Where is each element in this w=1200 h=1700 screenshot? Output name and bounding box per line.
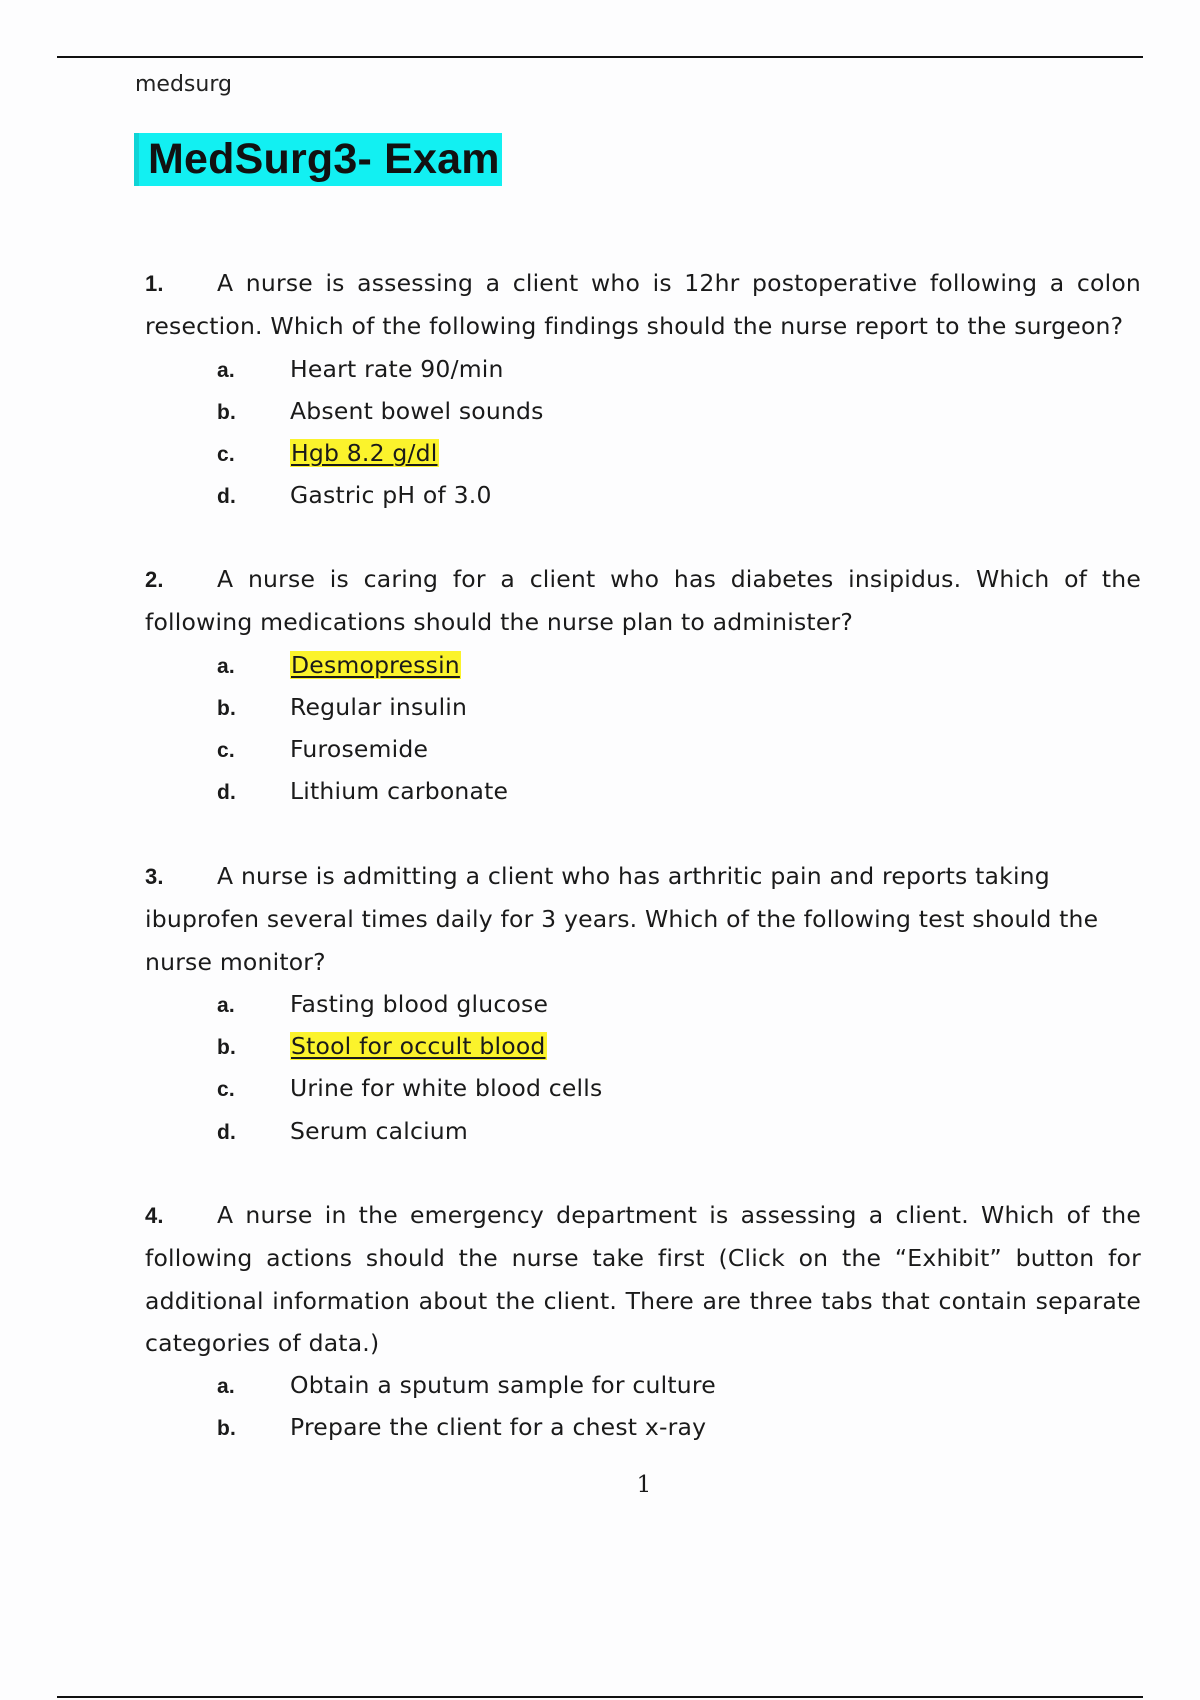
option-list — [145, 983, 1141, 1152]
option-item — [145, 1364, 1141, 1406]
option-list — [145, 348, 1141, 517]
option-item — [145, 474, 1141, 516]
option-item — [145, 686, 1141, 728]
option-letter: c. — [217, 739, 235, 763]
question-text — [145, 1194, 1141, 1364]
correct-answer-highlight: Hgb 8.2 g/dl — [291, 439, 438, 468]
option-letter: a. — [217, 358, 235, 382]
question-stem: A nurse is assessing a client who is 12hr postoperative following a colon resection. Which of the following findings should the nurse report to the surgeon? — [145, 269, 1141, 341]
option-text: Lithium carbonate — [290, 777, 509, 806]
question-number: 2. — [145, 567, 164, 592]
option-text: Obtain a sputum sample for culture — [290, 1371, 716, 1400]
page-title: MedSurg3- Exam — [148, 135, 500, 183]
option-letter: b. — [217, 1036, 237, 1060]
option-text: Heart rate 90/min — [290, 354, 504, 383]
option-list — [145, 1364, 1141, 1449]
option-letter: b. — [217, 1417, 237, 1441]
question-4 — [145, 1194, 1141, 1449]
option-item — [145, 1110, 1141, 1152]
option-text: Absent bowel sounds — [290, 396, 544, 425]
question-text — [145, 855, 1141, 983]
option-item — [145, 983, 1141, 1025]
option-text: Furosemide — [290, 735, 429, 764]
option-letter: a. — [217, 654, 235, 678]
option-letter: b. — [217, 696, 237, 720]
page-number: 1 — [636, 1472, 652, 1498]
option-letter: d. — [217, 485, 237, 509]
option-item — [145, 432, 1141, 474]
option-text: Gastric pH of 3.0 — [290, 481, 492, 510]
option-text: Fasting blood glucose — [290, 989, 549, 1018]
option-list — [145, 644, 1141, 813]
correct-answer-highlight: Desmopressin — [291, 650, 460, 679]
option-item — [145, 1067, 1141, 1109]
title-highlight — [134, 133, 502, 186]
option-letter: d. — [217, 1120, 237, 1144]
option-letter: d. — [217, 781, 237, 805]
question-text — [145, 262, 1141, 348]
option-item — [145, 728, 1141, 770]
option-letter: b. — [217, 400, 237, 424]
option-letter: a. — [217, 993, 235, 1017]
document-header-label: medsurg — [135, 72, 232, 97]
option-item — [145, 390, 1141, 432]
header-rule — [57, 56, 1143, 58]
question-2 — [145, 558, 1141, 813]
option-text: Urine for white blood cells — [290, 1074, 603, 1103]
option-text: Regular insulin — [290, 692, 468, 721]
correct-answer-highlight: Stool for occult blood — [291, 1032, 546, 1061]
question-number: 1. — [145, 271, 164, 296]
option-letter: c. — [217, 443, 235, 467]
question-stem: A nurse is admitting a client who has arthritic pain and reports taking ibuprofen several times daily for 3 years. Which of the following test should the nurse monitor? — [145, 862, 1099, 976]
question-stem: A nurse is caring for a client who has diabetes insipidus. Which of the following medications should the nurse plan to administer? — [145, 565, 1141, 637]
question-3 — [145, 855, 1141, 1152]
question-1 — [145, 262, 1141, 517]
option-letter: a. — [217, 1375, 235, 1399]
footer-rule — [57, 1696, 1143, 1698]
option-item — [145, 644, 1141, 686]
option-text: Prepare the client for a chest x-ray — [290, 1413, 707, 1442]
option-item — [145, 1025, 1141, 1067]
option-item — [145, 348, 1141, 390]
option-letter: c. — [217, 1078, 235, 1102]
question-text — [145, 558, 1141, 644]
question-stem: A nurse in the emergency department is assessing a client. Which of the following actions should the nurse take first (Click on the “Exhibit” button for additional information about the client. There are three tabs that contain separate categories of data.) — [145, 1201, 1141, 1357]
option-text: Serum calcium — [290, 1116, 468, 1145]
option-item — [145, 1406, 1141, 1448]
option-item — [145, 770, 1141, 812]
question-number: 3. — [145, 864, 164, 889]
question-number: 4. — [145, 1203, 164, 1228]
